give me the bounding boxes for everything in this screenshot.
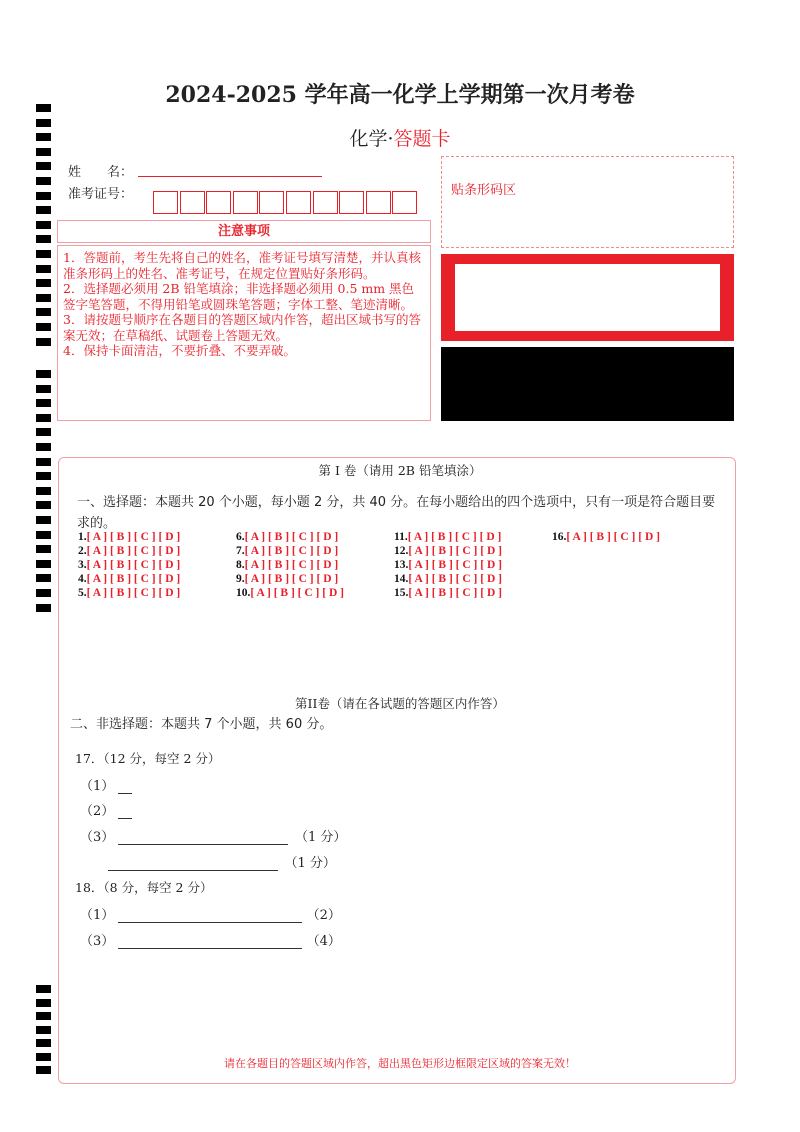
alignment-mark bbox=[36, 574, 51, 582]
answer-line[interactable] bbox=[118, 818, 132, 819]
question-number: 10. bbox=[236, 587, 251, 599]
alignment-mark bbox=[36, 235, 51, 243]
card-label: 答题卡 bbox=[393, 128, 451, 150]
answer-options[interactable]: [ A ] [ B ] [ C ] [ D ] bbox=[244, 559, 339, 571]
answer-options[interactable]: [ A ] [ B ] [ C ] [ D ] bbox=[250, 587, 344, 599]
question-number: 15. bbox=[394, 587, 409, 599]
id-digit-box[interactable] bbox=[286, 191, 311, 214]
answer-options[interactable]: [ A ] [ B ] [ C ] [ D ] bbox=[86, 573, 181, 585]
answer-options[interactable]: [ A ] [ B ] [ C ] [ D ] bbox=[86, 587, 181, 599]
subtitle bbox=[0, 124, 800, 151]
answer-line[interactable] bbox=[118, 948, 302, 949]
black-reserved-block bbox=[441, 347, 734, 421]
question-number: 11. bbox=[394, 531, 408, 543]
alignment-mark bbox=[36, 560, 51, 568]
id-label: 准考证号： bbox=[68, 187, 134, 202]
answer-options[interactable]: [ A ] [ B ] [ C ] [ D ] bbox=[244, 545, 339, 557]
q18-title: 18．（8 分，每空 2 分） bbox=[75, 880, 213, 895]
choice-question[interactable] bbox=[78, 531, 180, 543]
id-digit-box[interactable] bbox=[339, 191, 364, 214]
choice-question[interactable] bbox=[394, 531, 501, 543]
alignment-mark bbox=[36, 221, 51, 229]
answer-options[interactable]: [ A ] [ B ] [ C ] [ D ] bbox=[408, 587, 502, 599]
name-label: 姓 名： bbox=[68, 165, 134, 180]
notes-box bbox=[57, 245, 431, 421]
alignment-mark bbox=[36, 338, 51, 346]
q17-part3: （3） （1 分） bbox=[80, 830, 347, 845]
answer-options[interactable]: [ A ] [ B ] [ C ] [ D ] bbox=[566, 531, 660, 543]
id-digit-box[interactable] bbox=[313, 191, 338, 214]
alignment-mark bbox=[36, 294, 51, 302]
part2-heading: 第II卷（请在各试题的答题区内作答） bbox=[295, 696, 505, 711]
id-digit-box[interactable] bbox=[259, 191, 284, 214]
choice-question[interactable] bbox=[236, 587, 344, 599]
alignment-mark bbox=[36, 192, 51, 200]
alignment-mark bbox=[36, 399, 51, 407]
q17-part1: （1） bbox=[80, 775, 132, 794]
question-number: 4. bbox=[78, 573, 87, 585]
alignment-mark bbox=[36, 1039, 51, 1047]
q18-row1: （1） （2） bbox=[80, 908, 341, 923]
alignment-mark bbox=[36, 385, 51, 393]
alignment-mark bbox=[36, 516, 51, 524]
choice-question[interactable] bbox=[236, 573, 338, 585]
alignment-mark bbox=[36, 414, 51, 422]
alignment-mark bbox=[36, 985, 51, 993]
alignment-mark bbox=[36, 177, 51, 185]
answer-options[interactable]: [ A ] [ B ] [ C ] [ D ] bbox=[244, 531, 339, 543]
answer-options[interactable]: [ A ] [ B ] [ C ] [ D ] bbox=[408, 559, 502, 571]
choice-question[interactable] bbox=[78, 573, 180, 585]
question-number: 14. bbox=[394, 573, 409, 585]
id-digit-box[interactable] bbox=[366, 191, 391, 214]
id-digit-box[interactable] bbox=[392, 191, 417, 214]
alignment-mark bbox=[36, 501, 51, 509]
answer-options[interactable]: [ A ] [ B ] [ C ] [ D ] bbox=[86, 559, 181, 571]
answer-options[interactable]: [ A ] [ B ] [ C ] [ D ] bbox=[407, 531, 502, 543]
answer-line[interactable] bbox=[118, 844, 288, 845]
question-number: 7. bbox=[236, 545, 245, 557]
page-title: 2024-2025 学年高一化学上学期第一次月考卷 bbox=[165, 82, 635, 108]
barcode-label: 贴条形码区 bbox=[451, 183, 517, 198]
part2-instructions: 二、非选择题：本题共 7 个小题，共 60 分。 bbox=[70, 717, 333, 732]
part1-instructions: 一、选择题：本题共 20 个小题，每小题 2 分，共 40 分。在每小题给出的四个选项中，只有一项是符合题目要求的。 bbox=[77, 495, 716, 531]
question-number: 13. bbox=[394, 559, 409, 571]
question-number: 2. bbox=[78, 545, 87, 557]
barcode-area bbox=[441, 156, 734, 248]
alignment-mark bbox=[36, 308, 51, 316]
alignment-mark bbox=[36, 250, 51, 258]
question-number: 16. bbox=[552, 531, 567, 543]
alignment-mark bbox=[36, 487, 51, 495]
note-item: 3．请按题号顺序在各题目的答题区域内作答，超出区域书写的答案无效；在草稿纸、试题卷上答题无效。 bbox=[63, 312, 421, 343]
alignment-mark bbox=[36, 545, 51, 553]
subject: 化学· bbox=[349, 128, 394, 150]
choice-question[interactable] bbox=[394, 573, 502, 585]
question-number: 6. bbox=[236, 531, 245, 543]
note-item: 1．答题前，考生先将自己的姓名，准考证号填写清楚，并认真核准条形码上的姓名、准考证号，在规定位置贴好条形码。 bbox=[63, 250, 421, 281]
missing-exam-mark bbox=[441, 254, 734, 341]
alignment-mark bbox=[36, 323, 51, 331]
alignment-mark bbox=[36, 162, 51, 170]
note-item: 2．选择题必须用 2B 铅笔填涂；非选择题必须用 0.5 mm 黑色签字笔答题，不得用铅笔或圆珠笔答题；字体工整、笔迹清晰。 bbox=[63, 281, 415, 312]
alignment-mark bbox=[36, 443, 51, 451]
choice-question[interactable] bbox=[236, 531, 338, 543]
choice-question[interactable] bbox=[394, 559, 502, 571]
q17-title: 17．（12 分，每空 2 分） bbox=[75, 751, 221, 766]
alignment-mark bbox=[36, 531, 51, 539]
part1-heading: 第 I 卷（请用 2B 铅笔填涂） bbox=[318, 463, 482, 478]
choice-question[interactable] bbox=[394, 587, 502, 599]
choice-question[interactable] bbox=[236, 559, 338, 571]
note-item: 4．保持卡面清洁，不要折叠、不要弄破。 bbox=[63, 343, 296, 358]
alignment-mark bbox=[36, 999, 51, 1007]
answer-options[interactable]: [ A ] [ B ] [ C ] [ D ] bbox=[408, 573, 502, 585]
answer-line[interactable] bbox=[118, 793, 132, 794]
answer-options[interactable]: [ A ] [ B ] [ C ] [ D ] bbox=[86, 545, 181, 557]
choice-question[interactable] bbox=[552, 531, 660, 543]
id-digit-box[interactable] bbox=[233, 191, 258, 214]
alignment-mark bbox=[36, 370, 51, 378]
alignment-mark bbox=[36, 604, 51, 612]
choice-question[interactable] bbox=[236, 545, 338, 557]
alignment-mark bbox=[36, 589, 51, 597]
id-digit-box[interactable] bbox=[153, 191, 178, 214]
choice-question[interactable] bbox=[78, 587, 180, 599]
footer-note: 请在各题目的答题区域内作答，超出黑色矩形边框限定区域的答案无效！ bbox=[224, 1057, 576, 1070]
alignment-mark bbox=[36, 265, 51, 273]
question-number: 12. bbox=[394, 545, 409, 557]
alignment-mark bbox=[36, 428, 51, 436]
alignment-mark bbox=[36, 1012, 51, 1020]
alignment-mark bbox=[36, 1026, 51, 1034]
answer-options[interactable]: [ A ] [ B ] [ C ] [ D ] bbox=[408, 545, 502, 557]
answer-line[interactable] bbox=[118, 922, 302, 923]
id-digit-box[interactable] bbox=[180, 191, 205, 214]
question-number: 5. bbox=[78, 587, 87, 599]
answer-options[interactable]: [ A ] [ B ] [ C ] [ D ] bbox=[86, 531, 181, 543]
q18-row2: （3） （4） bbox=[80, 934, 341, 949]
name-field[interactable] bbox=[138, 176, 322, 177]
choice-question[interactable] bbox=[78, 559, 180, 571]
alignment-mark bbox=[36, 206, 51, 214]
answer-line[interactable] bbox=[108, 870, 278, 871]
alignment-mark bbox=[36, 279, 51, 287]
q17-part3b: （1 分） bbox=[108, 852, 336, 871]
q17-part2: （2） bbox=[80, 800, 132, 819]
question-number: 8. bbox=[236, 559, 245, 571]
question-number: 9. bbox=[236, 573, 245, 585]
answer-options[interactable]: [ A ] [ B ] [ C ] [ D ] bbox=[244, 573, 339, 585]
choice-question[interactable] bbox=[78, 545, 180, 557]
question-number: 3. bbox=[78, 559, 87, 571]
notes-heading: 注意事项 bbox=[57, 220, 431, 243]
id-digit-box[interactable] bbox=[206, 191, 231, 214]
choice-question[interactable] bbox=[394, 545, 502, 557]
question-number: 1. bbox=[78, 531, 87, 543]
